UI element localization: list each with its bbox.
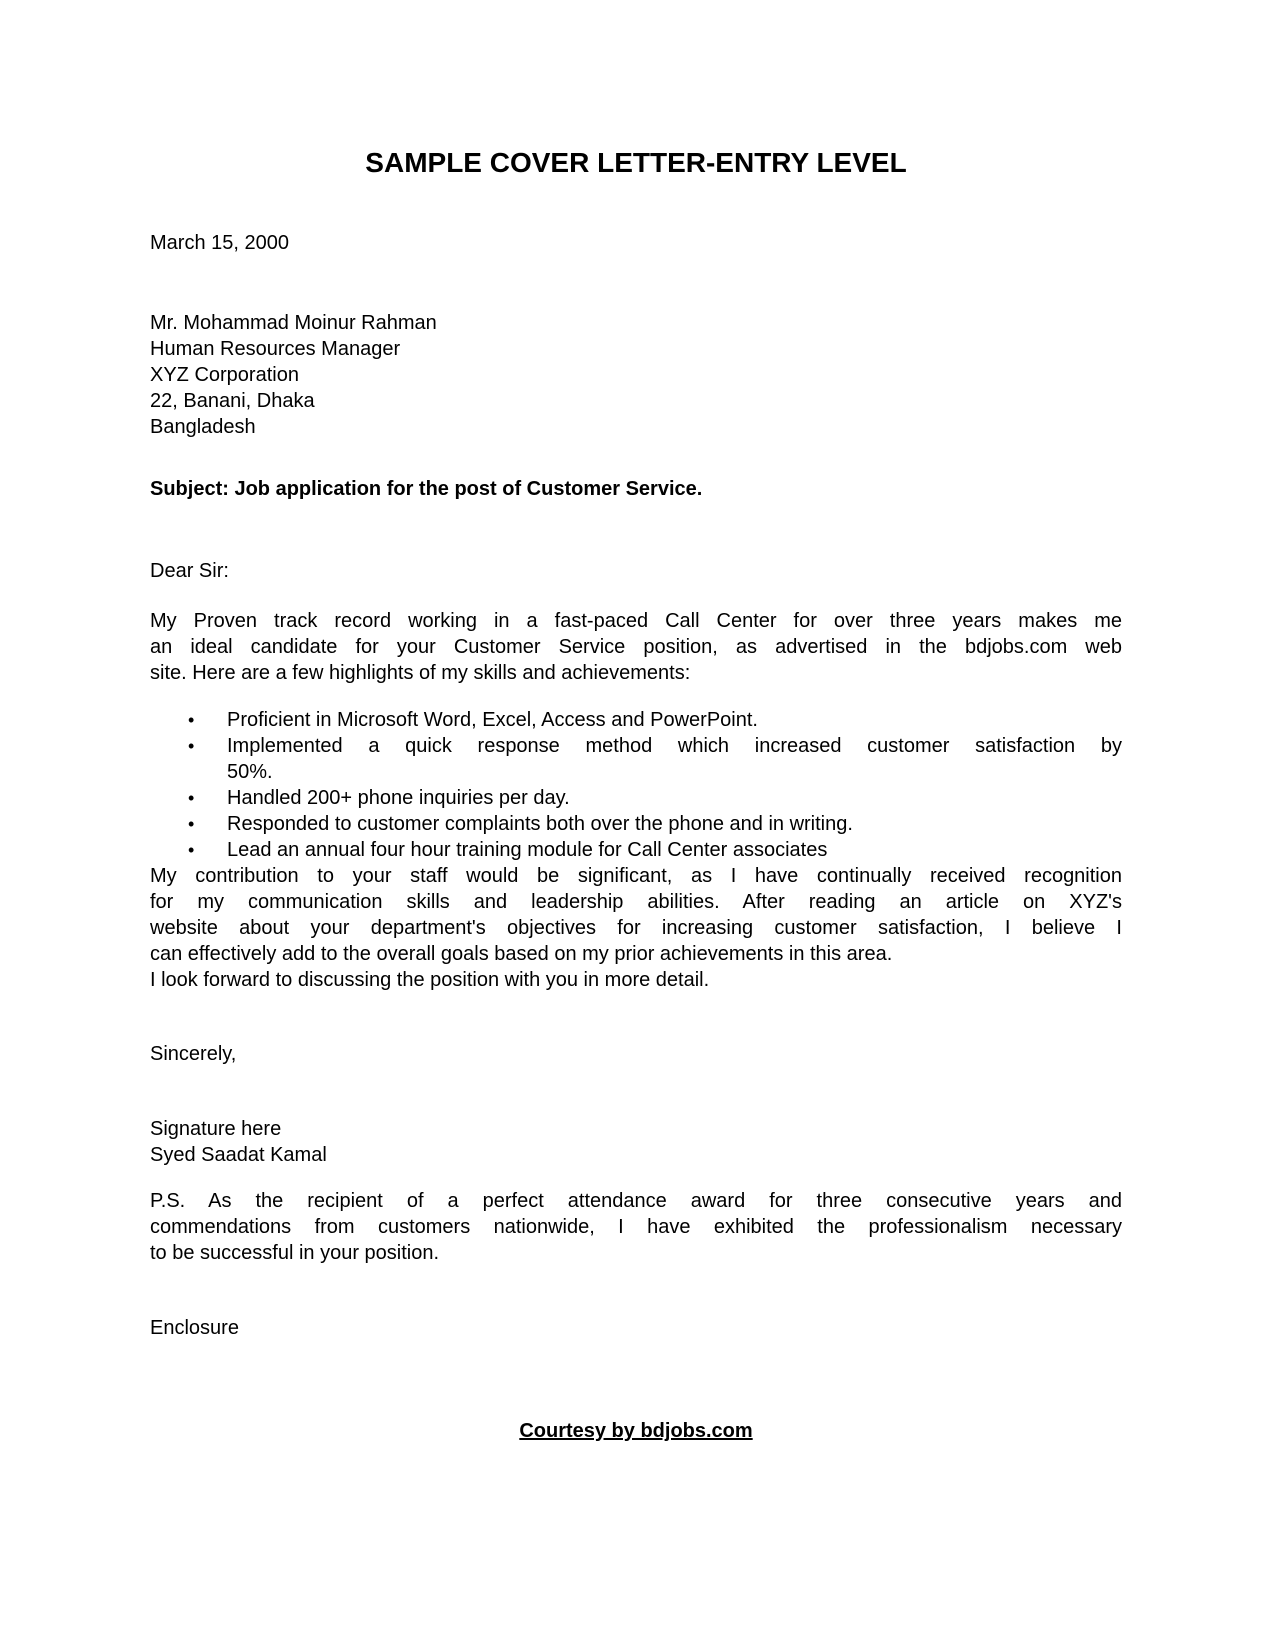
- text-line: • Implemented a quick response method which increased customer satisfaction by: [227, 735, 1122, 757]
- look-forward-paragraph: I look forward to discussing the position with you in more detail.: [150, 969, 710, 991]
- recipient-address: [150, 310, 1122, 440]
- text-line: Bangladesh: [150, 416, 256, 438]
- text-line: P.S. As the recipient of a perfect attendance award for three consecutive years and: [150, 1190, 1122, 1212]
- bullet-item: [150, 733, 1122, 785]
- text-line: Mr. Mohammad Moinur Rahman: [150, 312, 437, 334]
- text-line: My Proven track record working in a fast-paced Call Center for over three years makes me: [150, 610, 1122, 632]
- highlights-list: [150, 707, 1122, 863]
- text-line: 50%.: [227, 761, 273, 783]
- letter-date: March 15, 2000: [150, 232, 289, 254]
- text-line: for my communication skills and leadership abilities. After reading an article on XYZ's: [150, 891, 1122, 913]
- text-line: XYZ Corporation: [150, 364, 299, 386]
- footer-credit: [150, 1418, 1122, 1444]
- salutation: Dear Sir:: [150, 560, 229, 582]
- closing-salutation: Sincerely,: [150, 1043, 237, 1065]
- footer-credit-text: Courtesy by bdjobs.com: [519, 1420, 753, 1442]
- letter-content: [150, 0, 1122, 1444]
- text-line: 22, Banani, Dhaka: [150, 390, 315, 412]
- intro-paragraph: [150, 608, 1122, 686]
- text-line: • Responded to customer complaints both over the phone and in writing.: [227, 813, 853, 835]
- bullet-item: [150, 837, 1122, 863]
- text-line: • Handled 200+ phone inquiries per day.: [227, 787, 570, 809]
- text-line: My contribution to your staff would be significant, as I have continually received recognition: [150, 865, 1122, 887]
- text-line: to be successful in your position.: [150, 1242, 440, 1264]
- text-line: site. Here are a few highlights of my skills and achievements:: [150, 662, 691, 684]
- subject-line: Subject: Job application for the post of Customer Service.: [150, 478, 703, 500]
- text-line: Signature here: [150, 1118, 282, 1140]
- bullet-item: [150, 785, 1122, 811]
- text-line: can effectively add to the overall goals based on my prior achievements in this area.: [150, 943, 893, 965]
- text-line: Syed Saadat Kamal: [150, 1144, 327, 1166]
- bullet-item: [150, 811, 1122, 837]
- document-title: SAMPLE COVER LETTER-ENTRY LEVEL: [365, 147, 907, 178]
- text-line: Human Resources Manager: [150, 338, 401, 360]
- text-line: • Proficient in Microsoft Word, Excel, Access and PowerPoint.: [227, 709, 758, 731]
- signature-block: [150, 1116, 1122, 1168]
- text-line: an ideal candidate for your Customer Service position, as advertised in the bdjobs.com web: [150, 636, 1122, 658]
- text-line: website about your department's objectives for increasing customer satisfaction, I believe I: [150, 917, 1122, 939]
- postscript-paragraph: [150, 1188, 1122, 1266]
- contribution-paragraph: [150, 863, 1122, 967]
- bullet-item: [150, 707, 1122, 733]
- text-line: • Lead an annual four hour training module for Call Center associates: [227, 839, 828, 861]
- enclosure-note: Enclosure: [150, 1317, 239, 1339]
- text-line: commendations from customers nationwide, I have exhibited the professionalism necessary: [150, 1216, 1122, 1238]
